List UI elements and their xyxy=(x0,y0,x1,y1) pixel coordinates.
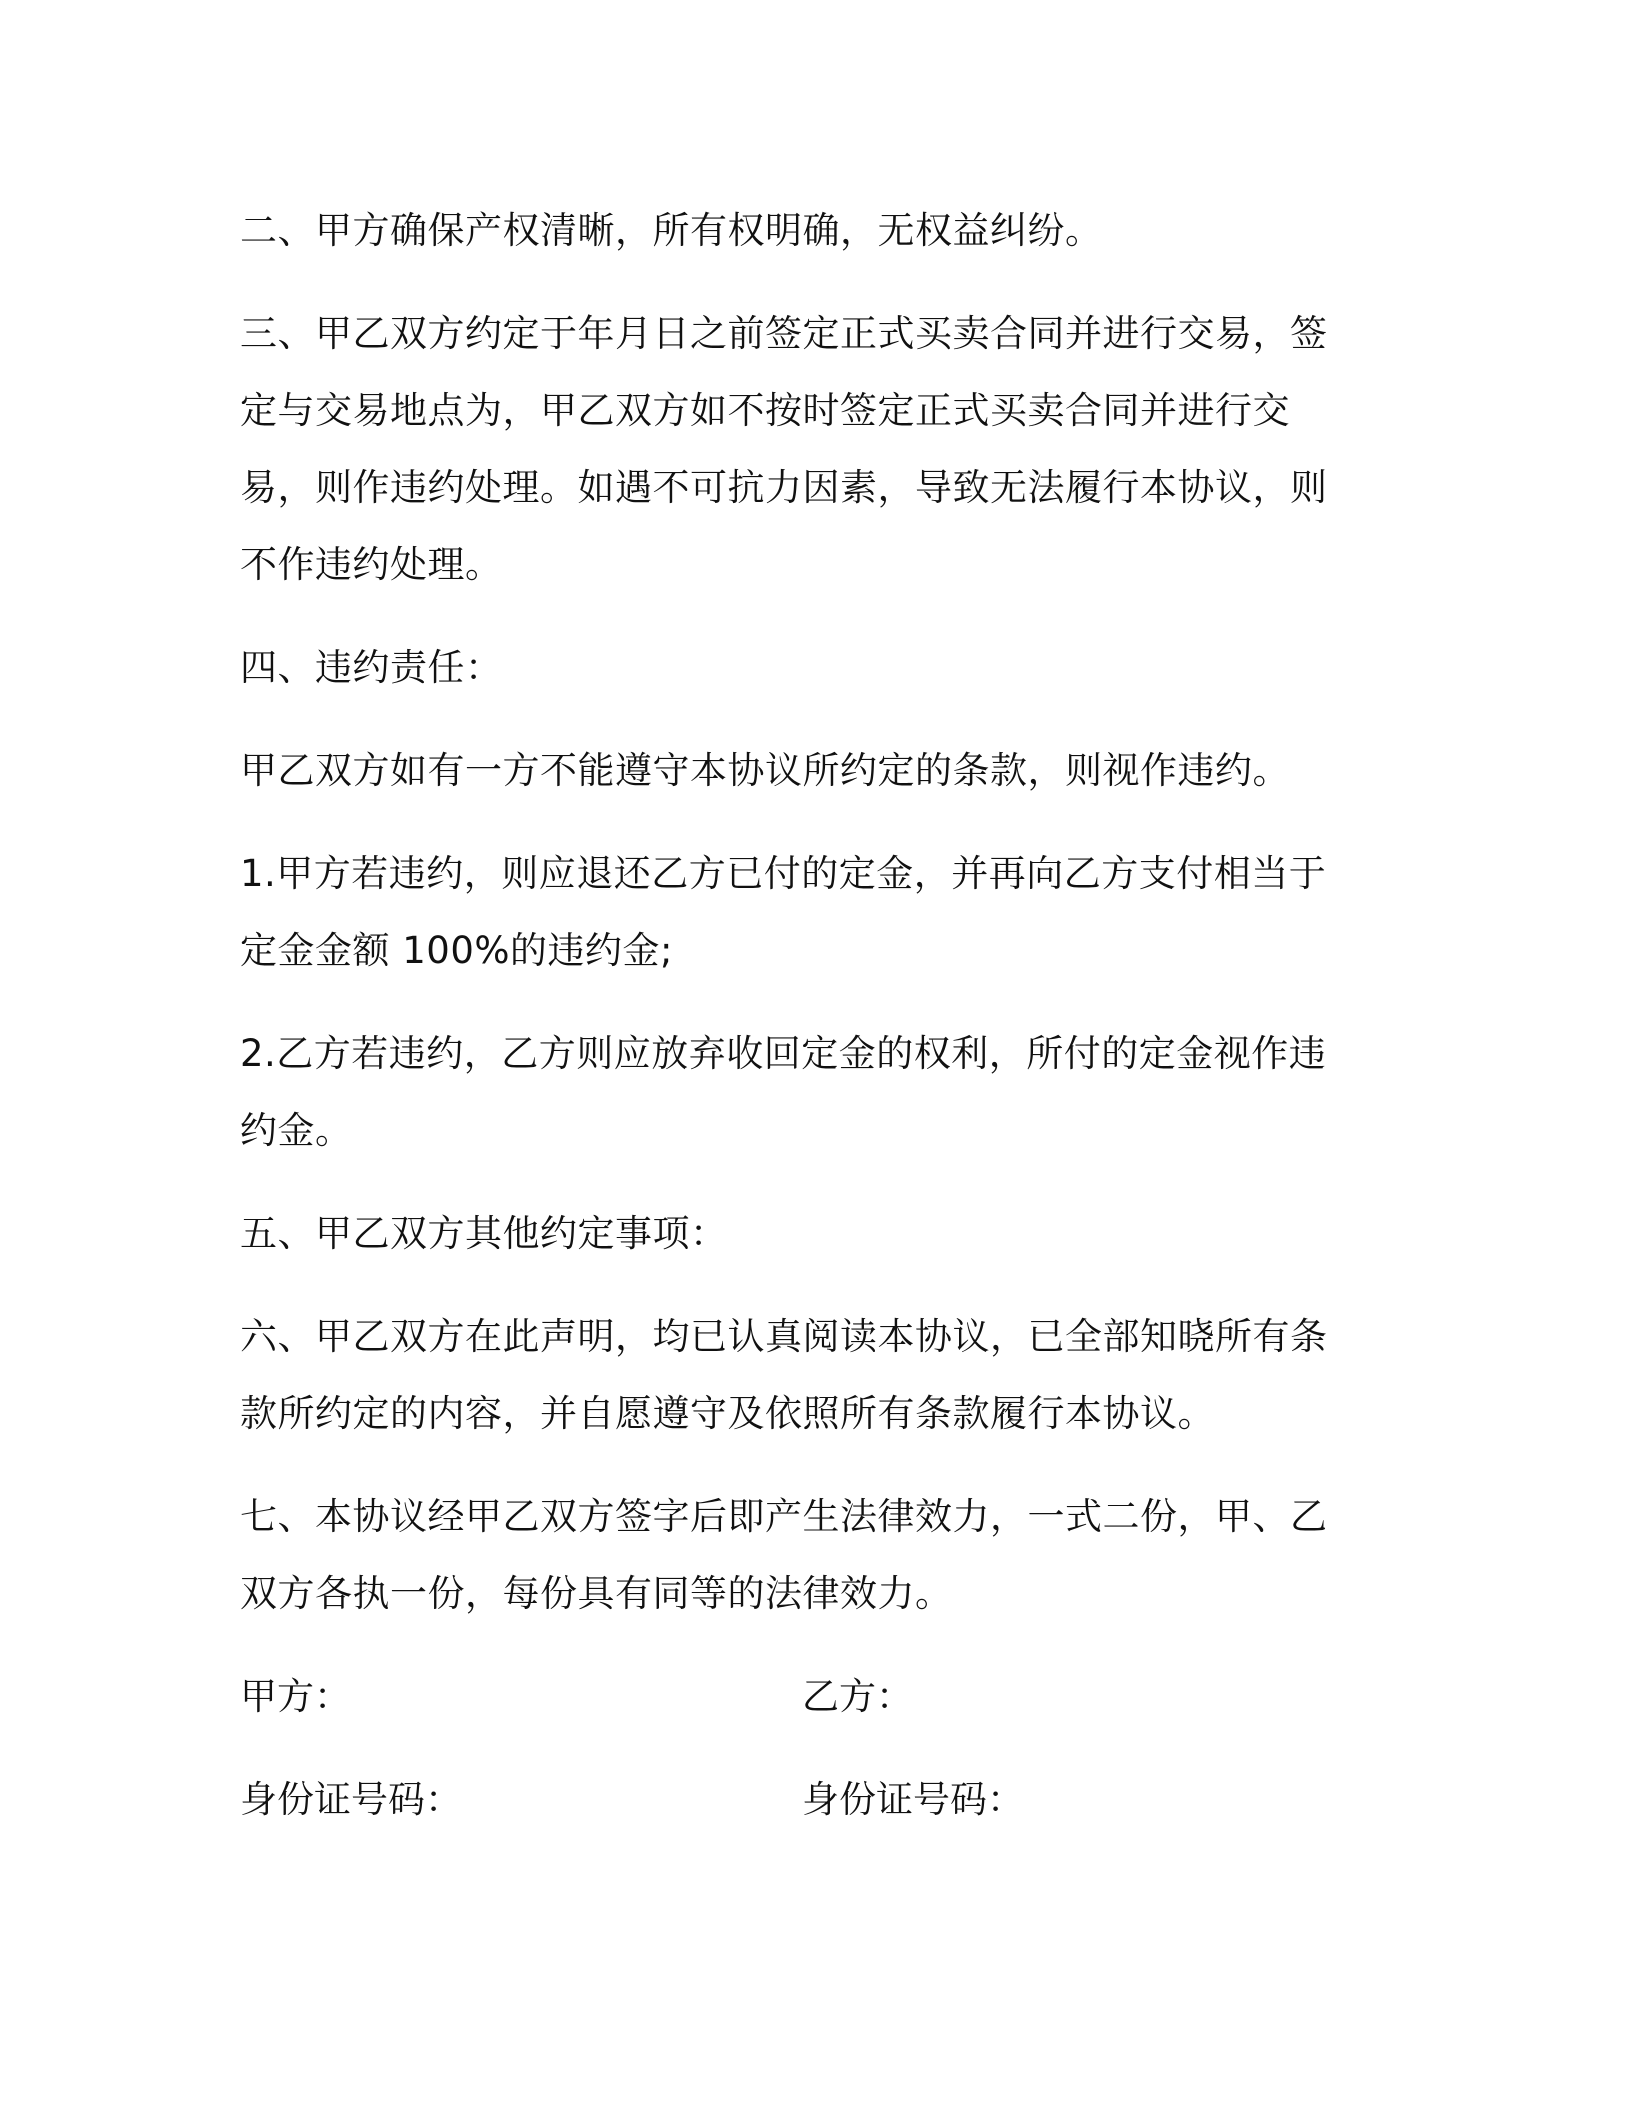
clause-6: 六、甲乙双方在此声明，均已认真阅读本协议，已全部知晓所有条款所约定的内容，并自愿遵守及依照所有条款履行本协议。 xyxy=(240,1315,1328,1435)
id-number-a-label: 身份证号码： xyxy=(240,1778,462,1821)
signature-row-parties xyxy=(240,1658,1360,1735)
clause-4-heading: 四、违约责任： xyxy=(240,646,503,689)
clause-4-item-2: 2.乙方若违约，乙方则应放弃收回定金的权利，所付的定金视作违约金。 xyxy=(240,1032,1327,1152)
clause-2: 二、甲方确保产权清晰，所有权明确，无权益纠纷。 xyxy=(240,209,1103,252)
clause-3: 三、甲乙双方约定于年月日之前签定正式买卖合同并进行交易，签定与交易地点为，甲乙双方如不按时签定正式买卖合同并进行交易，则作违约处理。如遇不可抗力因素，导致无法履行本协议，则不作违约处理。 xyxy=(240,312,1328,586)
party-a-label: 甲方： xyxy=(240,1675,351,1718)
document-body xyxy=(240,192,1360,1864)
party-b-label: 乙方： xyxy=(802,1675,913,1718)
clause-5: 五、甲乙双方其他约定事项： xyxy=(240,1212,728,1255)
clause-4-item-1: 1.甲方若违约，则应退还乙方已付的定金，并再向乙方支付相当于定金金额 100%的违约金; xyxy=(240,852,1327,972)
id-number-b-label: 身份证号码： xyxy=(802,1778,1024,1821)
signature-row-id xyxy=(240,1761,1360,1838)
clause-7: 七、本协议经甲乙双方签字后即产生法律效力，一式二份，甲、乙双方各执一份，每份具有同等的法律效力。 xyxy=(240,1495,1328,1615)
clause-4-intro: 甲乙双方如有一方不能遵守本协议所约定的条款，则视作违约。 xyxy=(240,749,1290,792)
